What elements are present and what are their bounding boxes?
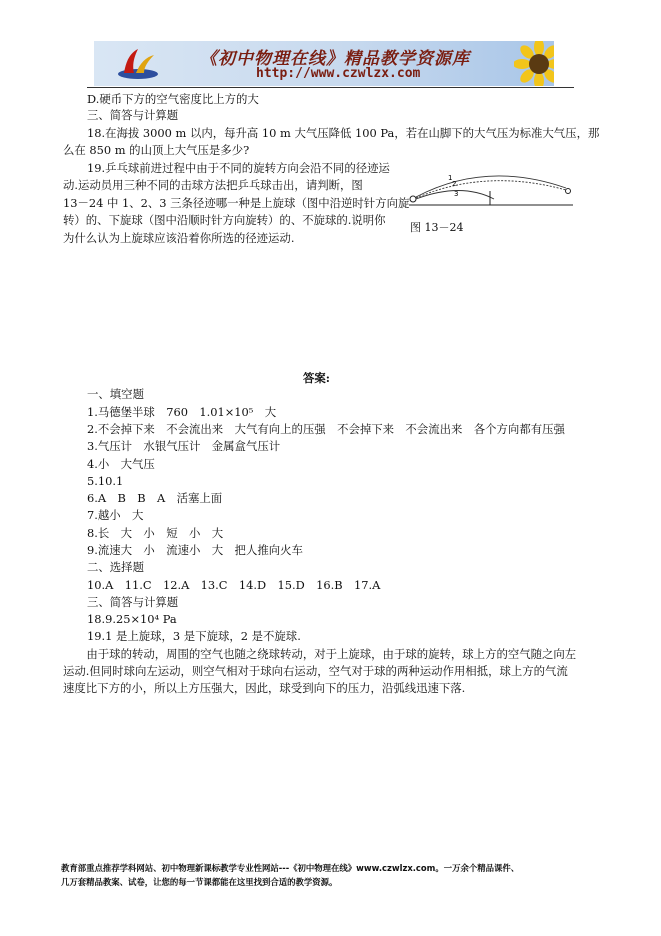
ball-end [566, 189, 571, 194]
trajectory-label-1: 1 [448, 174, 453, 182]
answer-5: 5.10.1 [87, 474, 124, 488]
answer-19-explanation-2: 运动.但同时球向左运动，则空气相对于球向右运动，空气对于球的两种运动作用相抵，球上方的气流 [63, 664, 568, 678]
answers-title: 答案: [303, 371, 330, 385]
section-heading: 三、简答与计算题 [87, 108, 179, 122]
answer-1: 1.马德堡半球 760 1.01×10⁵ 大 [87, 405, 277, 419]
trajectory-2 [416, 181, 566, 198]
question-19-line-2: 动.运动员用三种不同的击球方法把乒乓球击出，请判断，图 [63, 178, 363, 192]
answer-19-explanation-1: 由于球的转动，周围的空气也随之绕球转动，对于上旋球，由于球的旋转，球上方的空气随之向左 [75, 647, 577, 661]
answer-18: 18.9.25×10⁴ Pa [87, 612, 177, 626]
answer-6: 6.A B B A 活塞上面 [87, 491, 223, 505]
footer-line-1: 教育部重点推荐学科网站、初中物理新课标教学专业性网站---《初中物理在线》www.czwlzx.com。一万余个精品课件、 [61, 863, 520, 873]
answer-19: 19.1 是上旋球，3 是下旋球，2 是不旋球. [87, 629, 301, 643]
question-19-line-5: 为什么认为上旋球应该沿着你所选的径迹运动. [63, 231, 295, 245]
sunflower-icon [514, 41, 554, 86]
site-title: 《初中物理在线》精品教学资源库 [200, 49, 470, 69]
question-19-line-3: 13－24 中 1、2、3 三条径迹哪一种是上旋球（图中沿逆时针方向旋 [63, 196, 410, 210]
option-d: D.硬币下方的空气密度比上方的大 [87, 92, 259, 106]
answer-4: 4.小 大气压 [87, 457, 155, 471]
answer-3: 3.气压计 水银气压计 金属盒气压计 [87, 439, 281, 453]
footer-line-2: 几万套精品教案、试卷，让您的每一节课都能在这里找到合适的教学资源。 [61, 877, 338, 887]
figure-caption: 图 13－24 [410, 221, 464, 234]
answer-8: 8.长 大 小 短 小 大 [87, 526, 224, 540]
question-19-line-4: 转）的、下旋球（图中沿顺时针方向旋转）的、不旋球的.说明你 [63, 213, 386, 227]
answer-section-2: 二、选择题 [87, 560, 144, 574]
trajectory-label-2: 2 [452, 180, 457, 188]
answer-section-3: 三、简答与计算题 [87, 595, 179, 609]
answer-section-1: 一、填空题 [87, 387, 144, 401]
ball-start [410, 196, 416, 202]
question-18-line-2: 么在 850 m 的山顶上大气压是多少? [63, 143, 250, 157]
header-divider [87, 87, 574, 88]
trajectory-label-3: 3 [454, 190, 459, 198]
site-url[interactable]: http://www.czwlzx.com [256, 66, 421, 81]
answer-9: 9.流速大 小 流速小 大 把人推向火车 [87, 543, 303, 557]
header-banner [94, 41, 554, 86]
site-logo-icon [116, 47, 160, 81]
question-18-line-1: 18.在海拔 3000 m 以内，每升高 10 m 大气压降低 100 Pa，若在山脚下的大气压为标准大气压，那 [87, 126, 600, 140]
answer-19-explanation-3: 速度比下方的小，所以上方压强大，因此，球受到向下的压力，沿弧线迅速下落. [63, 681, 466, 695]
trajectory-1 [416, 176, 566, 197]
question-19-line-1: 19.乒乓球前进过程中由于不同的旋转方向会沿不同的径迹运 [87, 161, 390, 175]
answer-choices: 10.A 11.C 12.A 13.C 14.D 15.D 16.B 17.A [87, 578, 381, 592]
answer-7: 7.越小 大 [87, 508, 144, 522]
answer-2: 2.不会掉下来 不会流出来 大气有向上的压强 不会掉下来 不会流出来 各个方向都有压强 [87, 422, 565, 436]
table-tennis-trajectory-figure [406, 166, 576, 216]
